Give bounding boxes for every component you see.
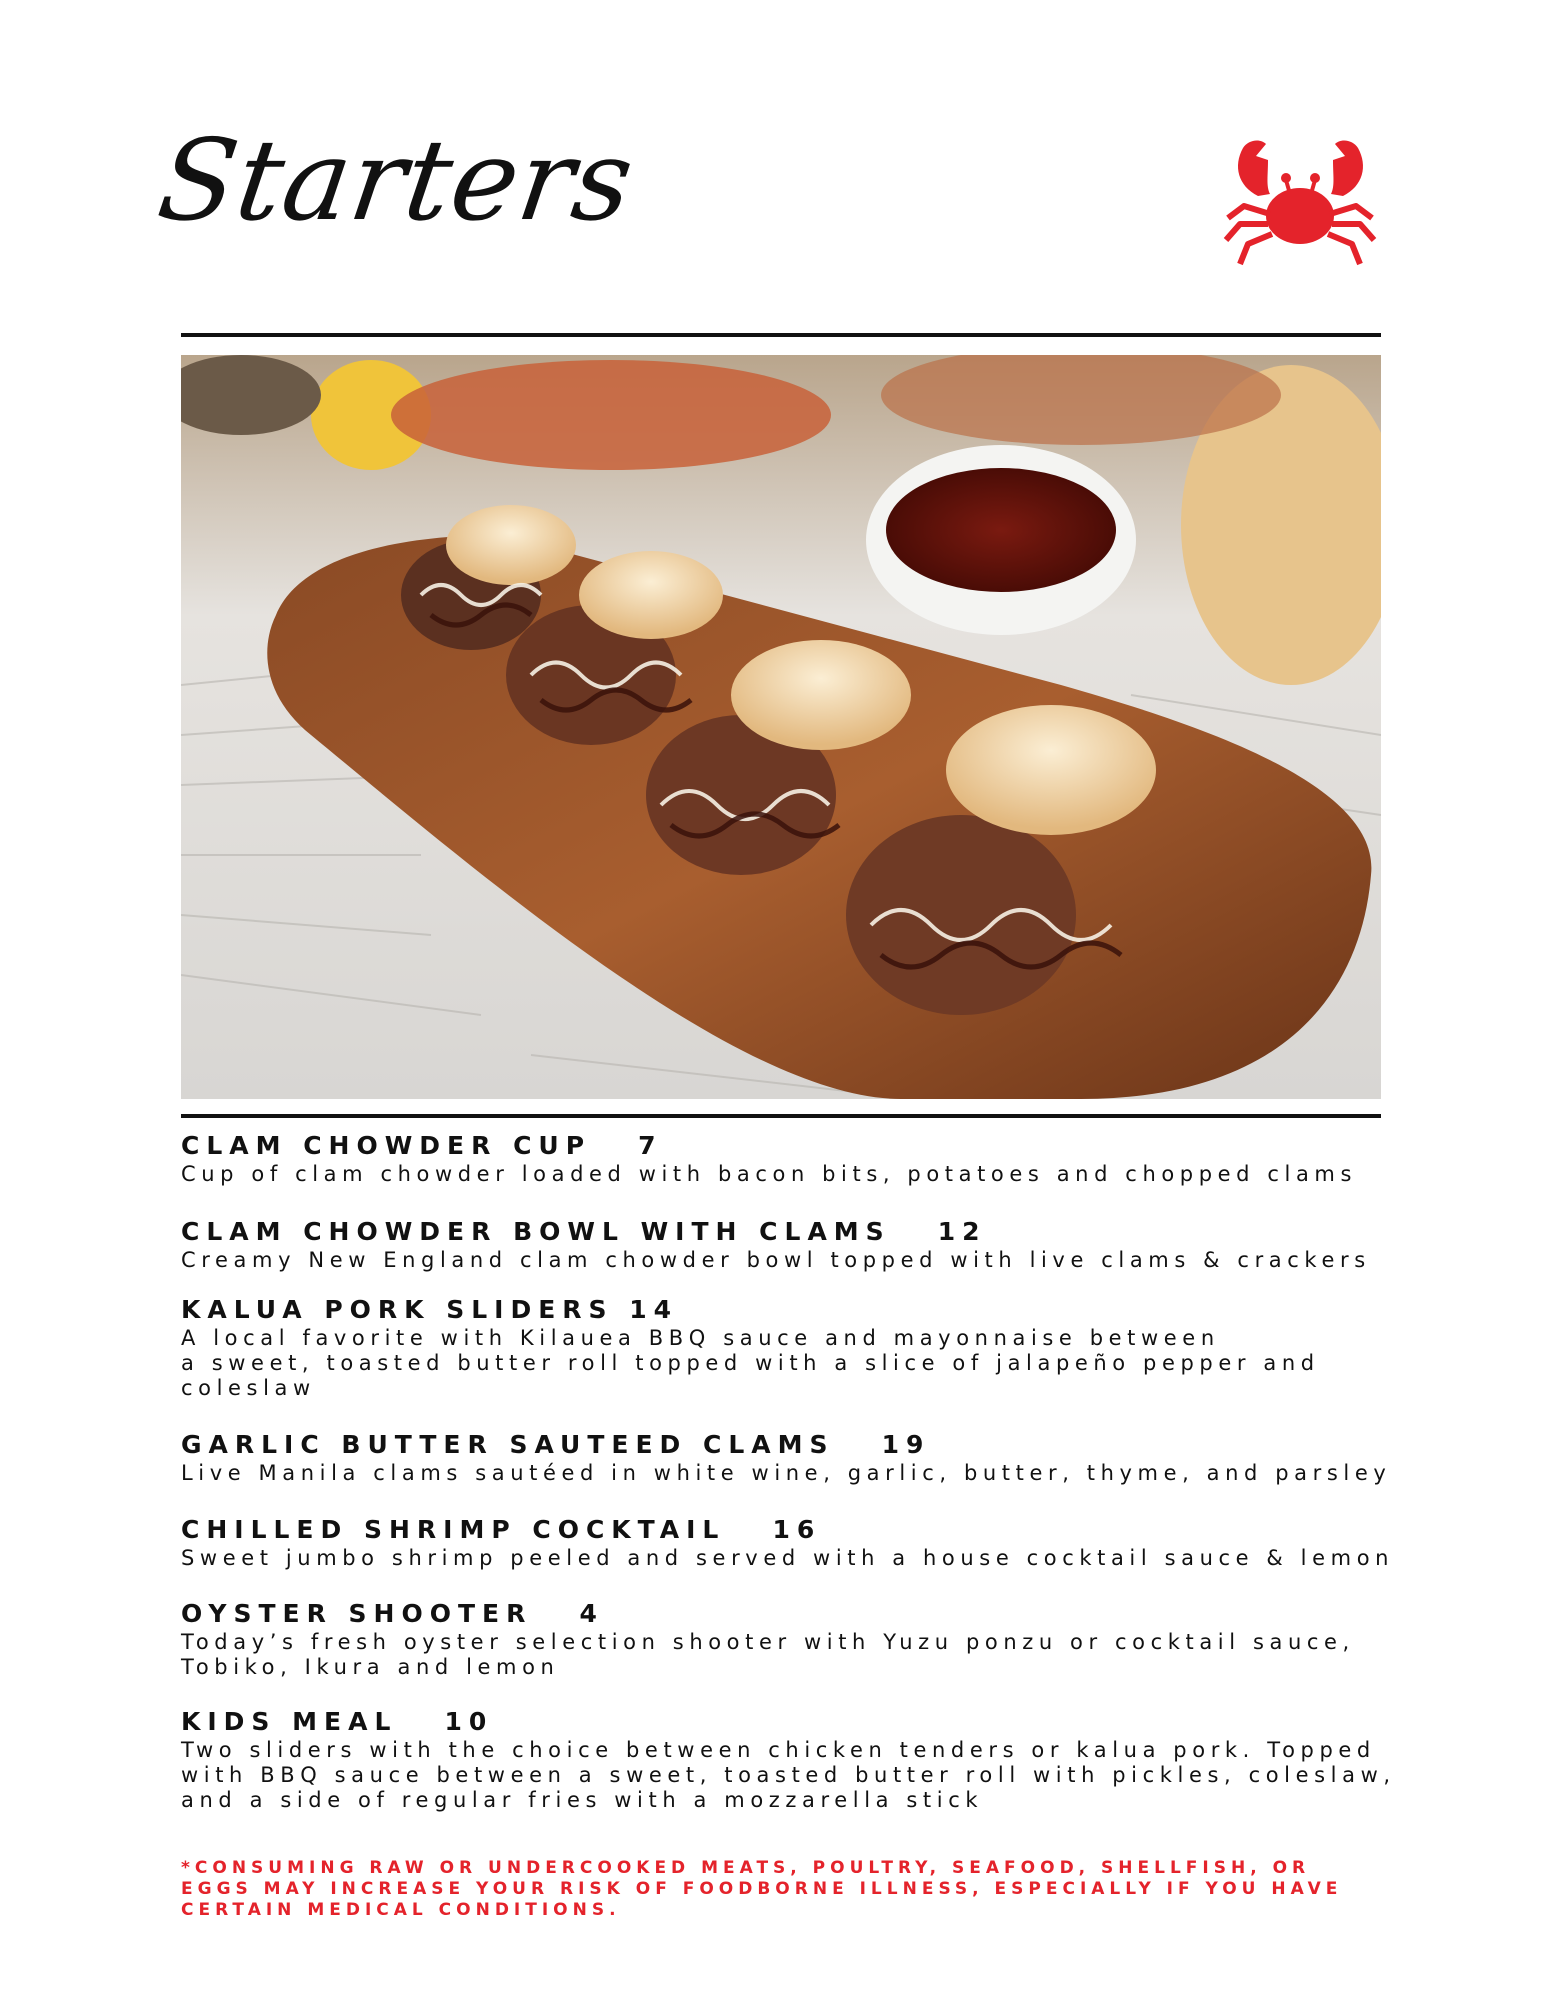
disclaimer-line: *CONSUMING RAW OR UNDERCOOKED MEATS, POULTRY, SEAFOOD, SHELLFISH, OR	[181, 1858, 1311, 1878]
menu-item-desc: Two sliders with the choice between chicken tenders or kalua pork. Topped	[181, 1738, 1376, 1762]
menu-item-shrimp-cocktail	[181, 1514, 1411, 1571]
menu-item-desc: with BBQ sauce between a sweet, toasted butter roll with pickles, coleslaw,	[181, 1763, 1396, 1787]
menu-item-title: OYSTER SHOOTER 4	[181, 1599, 604, 1628]
menu-item-title: CLAM CHOWDER CUP 7	[181, 1131, 663, 1160]
health-disclaimer	[181, 1858, 1381, 1921]
menu-item-desc: Today’s fresh oyster selection shooter with Yuzu ponzu or cocktail sauce,	[181, 1630, 1355, 1654]
menu-item-desc: Cup of clam chowder loaded with bacon bits, potatoes and chopped clams	[181, 1162, 1358, 1186]
menu-item-title: KALUA PORK SLIDERS 14	[181, 1295, 679, 1324]
menu-item-title: GARLIC BUTTER SAUTEED CLAMS 19	[181, 1430, 931, 1459]
crab-icon	[1218, 136, 1383, 276]
menu-item-kids-meal	[181, 1706, 1411, 1813]
disclaimer-line: EGGS MAY INCREASE YOUR RISK OF FOODBORNE ILLNESS, ESPECIALLY IF YOU HAVE	[181, 1879, 1343, 1899]
menu-item-desc: Sweet jumbo shrimp peeled and served with a house cocktail sauce & lemon	[181, 1546, 1395, 1570]
disclaimer-line: CERTAIN MEDICAL CONDITIONS.	[181, 1900, 621, 1920]
menu-item-oyster-shooter	[181, 1598, 1411, 1680]
menu-item-desc: A local favorite with Kilauea BBQ sauce and mayonnaise between	[181, 1326, 1220, 1350]
menu-item-title: CHILLED SHRIMP COCKTAIL 16	[181, 1515, 822, 1544]
divider-top	[181, 333, 1381, 337]
menu-item-clam-chowder-cup	[181, 1130, 1411, 1187]
menu-item-desc: a sweet, toasted butter roll topped with a slice of jalapeño pepper and	[181, 1351, 1320, 1375]
menu-item-title: KIDS MEAL 10	[181, 1707, 494, 1736]
kalua-pork-sliders-photo	[181, 355, 1381, 1099]
menu-item-kalua-pork-sliders	[181, 1294, 1411, 1401]
menu-item-desc: and a side of regular fries with a mozzarella stick	[181, 1788, 984, 1812]
menu-item-clam-chowder-bowl	[181, 1216, 1411, 1273]
menu-item-desc: Live Manila clams sautéed in white wine, garlic, butter, thyme, and parsley	[181, 1461, 1392, 1485]
page-title: Starters	[150, 116, 642, 246]
divider-bottom	[181, 1114, 1381, 1118]
menu-item-desc: Creamy New England clam chowder bowl topped with live clams & crackers	[181, 1248, 1371, 1272]
menu-item-desc: coleslaw	[181, 1376, 316, 1400]
menu-item-desc: Tobiko, Ikura and lemon	[181, 1655, 560, 1679]
menu-item-title: CLAM CHOWDER BOWL WITH CLAMS 12	[181, 1217, 987, 1246]
menu-item-garlic-butter-clams	[181, 1429, 1411, 1486]
